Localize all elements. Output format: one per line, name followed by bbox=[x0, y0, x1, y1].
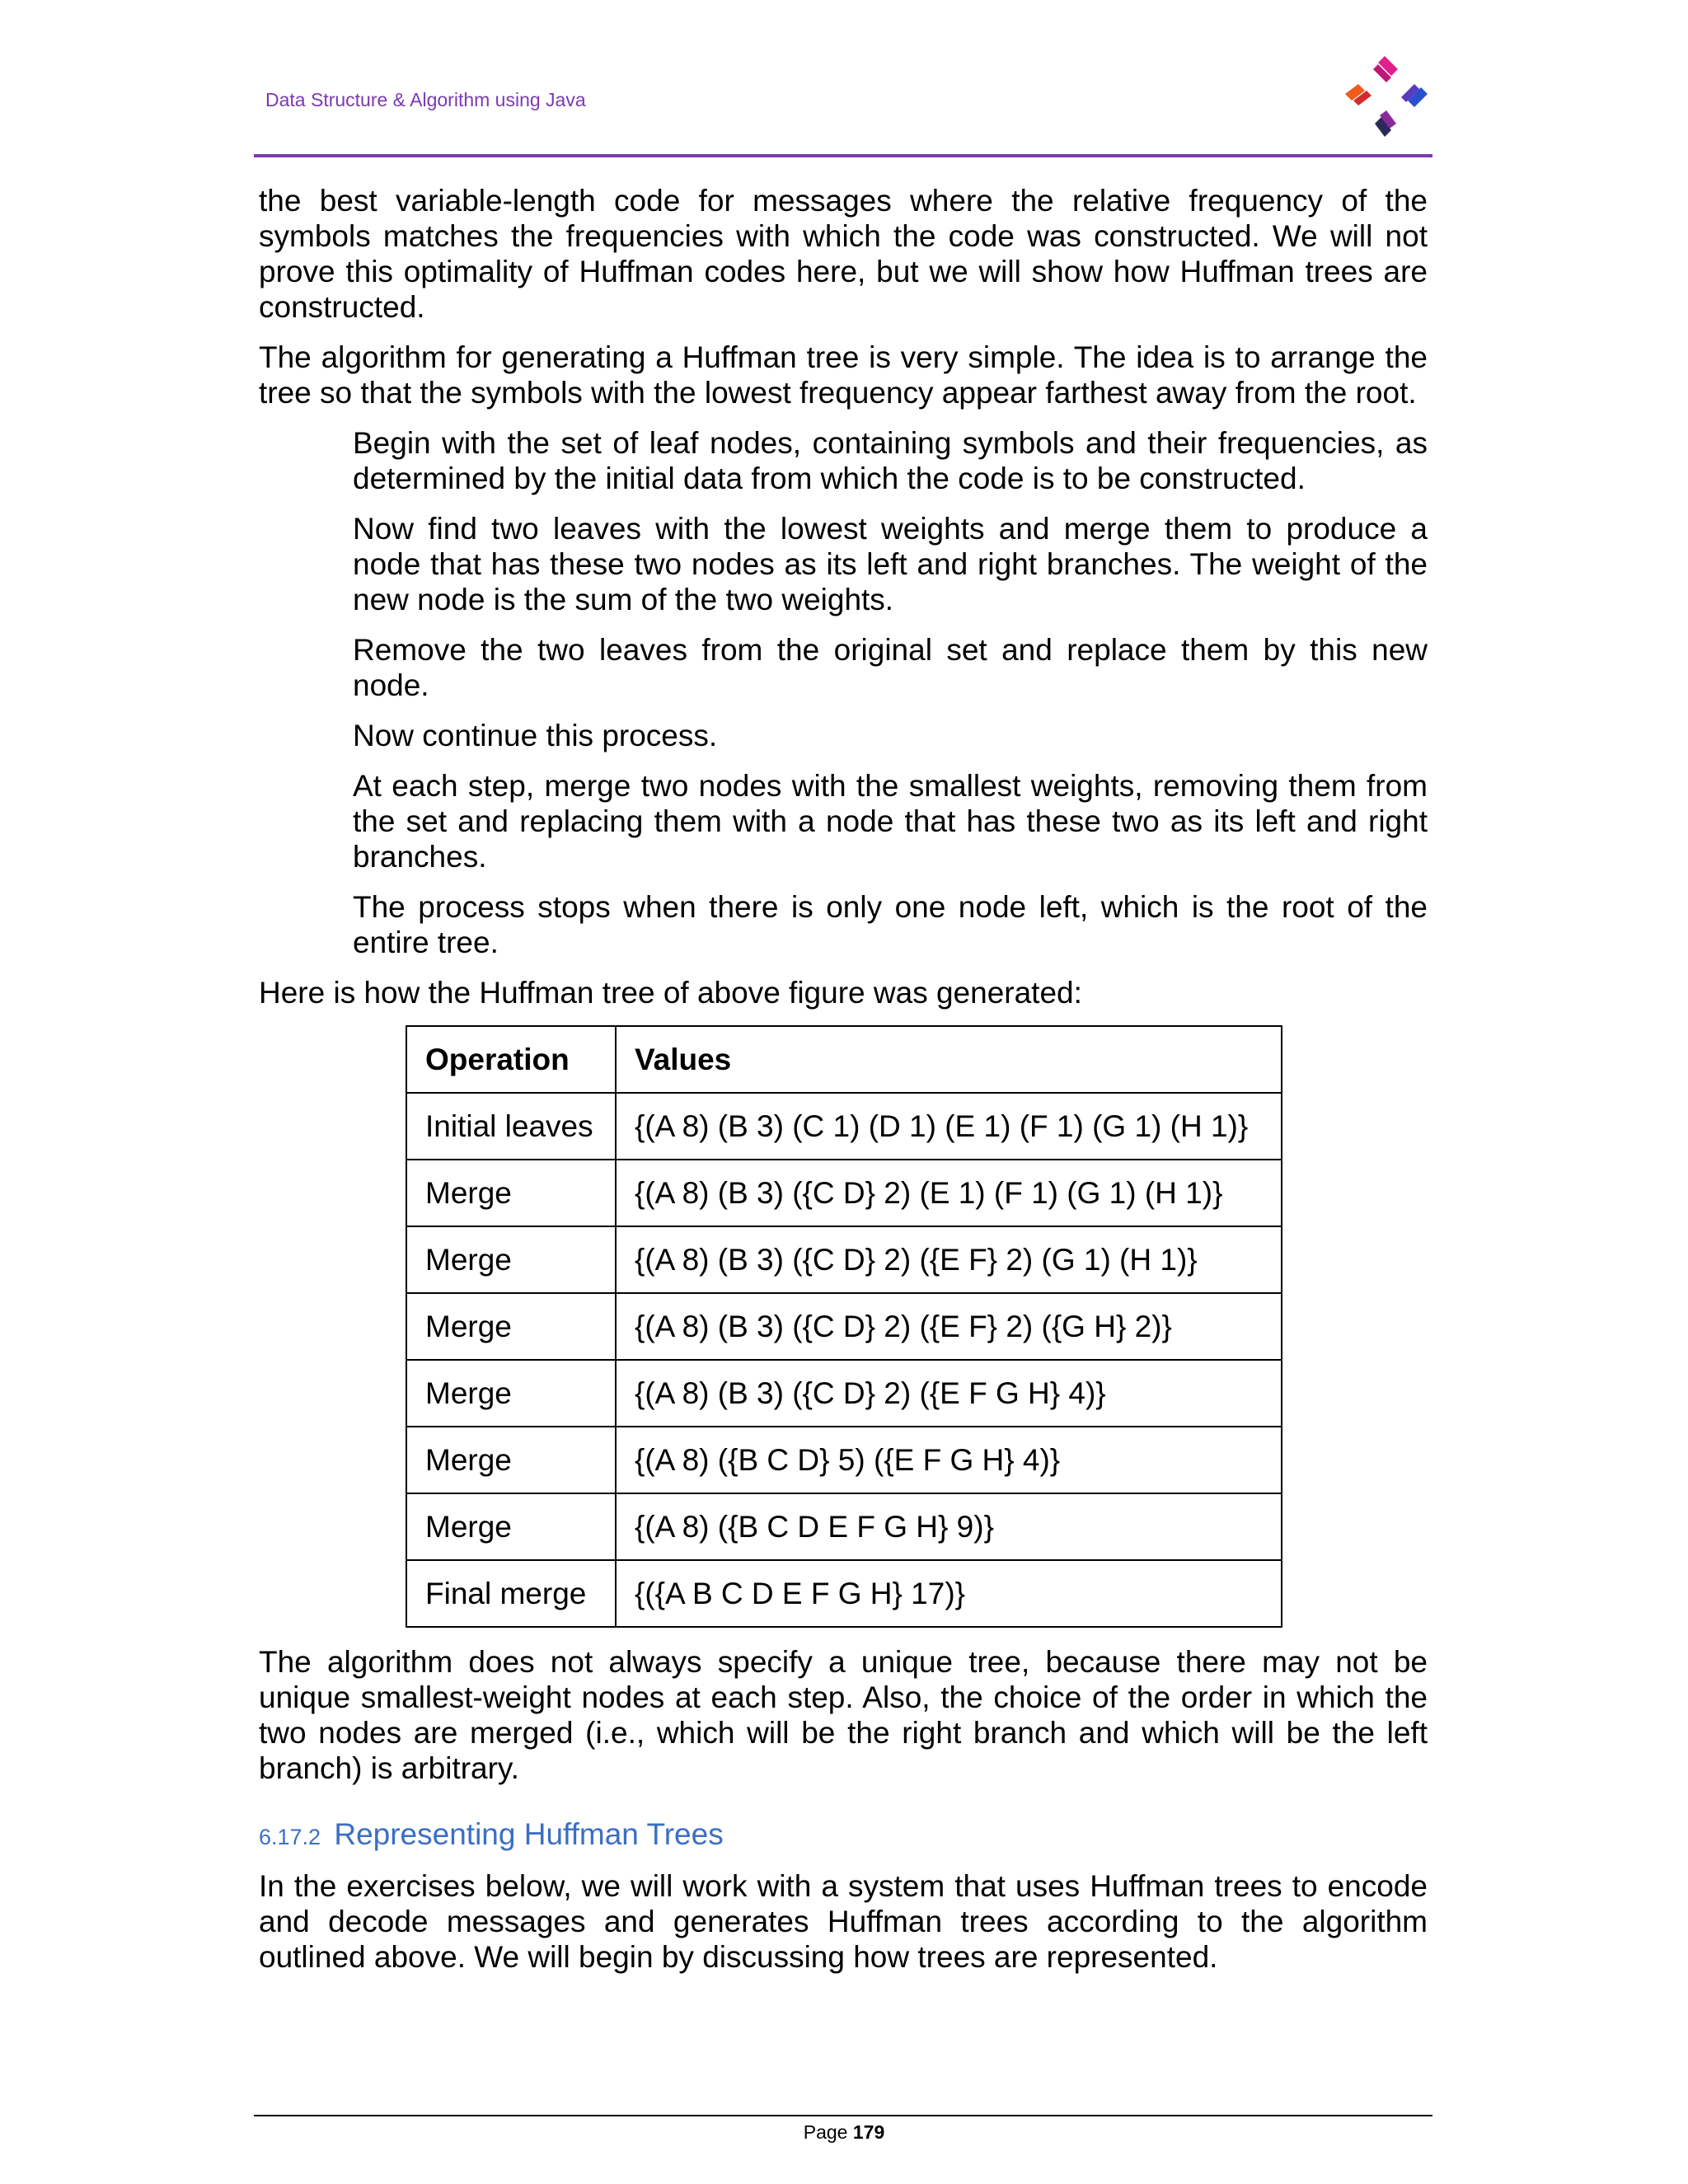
section-number: 6.17.2 bbox=[259, 1825, 321, 1849]
operation-cell: Merge bbox=[406, 1493, 616, 1560]
section-title: Representing Huffman Trees bbox=[334, 1817, 724, 1851]
values-cell: {(A 8) ({B C D E F G H} 9)} bbox=[616, 1493, 1282, 1560]
step-item: Now continue this process. bbox=[353, 719, 718, 752]
paragraph-exercises: In the exercises below, we will work with a system that uses Huffman trees to encode and decode messages and generates Huffman trees according to the algorithm outlined above. We will begin by discussing how trees are represented. bbox=[259, 1869, 1428, 1974]
paragraph-algorithm: The algorithm for generating a Huffman tree is very simple. The idea is to arrange the tree so that the symbols with the lowest frequency appear farthest away from the root. bbox=[259, 340, 1428, 410]
operation-cell: Merge bbox=[406, 1360, 616, 1427]
values-cell: {(A 8) (B 3) ({C D} 2) ({E F G H} 4)} bbox=[616, 1360, 1282, 1427]
step-item: At each step, merge two nodes with the smallest weights, removing them from the set and replacing them with a node that has these two as its left and right branches. bbox=[353, 769, 1428, 874]
page-label: Page bbox=[803, 2121, 848, 2143]
running-header-title: Data Structure & Algorithm using Java bbox=[265, 89, 586, 110]
table-row bbox=[406, 1226, 1282, 1293]
operation-cell: Merge bbox=[406, 1293, 616, 1360]
paragraph-table-intro: Here is how the Huffman tree of above figure was generated: bbox=[259, 976, 1082, 1010]
paragraph-intro: the best variable-length code for messages where the relative frequency of the symbols matches the frequencies with which the code was constructed. We will not prove this optimality of Huffman codes here, but we will show how Huffman trees are constructed. bbox=[259, 184, 1428, 324]
section-heading bbox=[259, 1817, 1428, 1852]
values-cell: {(A 8) ({B C D} 5) ({E F G H} 4)} bbox=[616, 1427, 1282, 1493]
page-number bbox=[0, 2121, 1688, 2144]
values-cell: {({A B C D E F G H} 17)} bbox=[616, 1560, 1282, 1627]
operation-cell: Merge bbox=[406, 1160, 616, 1226]
header-divider bbox=[254, 154, 1432, 157]
huffman-operations-table bbox=[406, 1025, 1282, 1628]
page-content bbox=[259, 183, 1428, 1990]
table-row bbox=[406, 1093, 1282, 1160]
column-header-values: Values bbox=[616, 1026, 1282, 1093]
operation-cell: Final merge bbox=[406, 1560, 616, 1627]
table-row bbox=[406, 1293, 1282, 1360]
step-item: The process stops when there is only one node left, which is the root of the entire tree. bbox=[353, 890, 1428, 959]
operation-cell: Initial leaves bbox=[406, 1093, 616, 1160]
page-number-value: 179 bbox=[852, 2121, 885, 2143]
values-cell: {(A 8) (B 3) ({C D} 2) ({E F} 2) ({G H} 2)} bbox=[616, 1293, 1282, 1360]
column-header-operation: Operation bbox=[406, 1026, 616, 1093]
operation-cell: Merge bbox=[406, 1226, 616, 1293]
values-cell: {(A 8) (B 3) ({C D} 2) ({E F} 2) (G 1) (H 1)} bbox=[616, 1226, 1282, 1293]
operation-cell: Merge bbox=[406, 1427, 616, 1493]
table-row bbox=[406, 1360, 1282, 1427]
table-row bbox=[406, 1160, 1282, 1226]
values-cell: {(A 8) (B 3) ({C D} 2) (E 1) (F 1) (G 1) (H 1)} bbox=[616, 1160, 1282, 1226]
step-item: Now find two leaves with the lowest weights and merge them to produce a node that has these two nodes as its left and right branches. The weight of the new node is the sum of the two weights. bbox=[353, 512, 1428, 616]
table-row bbox=[406, 1493, 1282, 1560]
table-header-row bbox=[406, 1026, 1282, 1093]
step-item: Remove the two leaves from the original set and replace them by this new node. bbox=[353, 633, 1428, 702]
publisher-logo-icon bbox=[1342, 51, 1432, 142]
table-row bbox=[406, 1427, 1282, 1493]
table-row bbox=[406, 1560, 1282, 1627]
step-item: Begin with the set of leaf nodes, containing symbols and their frequencies, as determined by the initial data from which the code is to be constructed. bbox=[353, 426, 1428, 495]
values-cell: {(A 8) (B 3) (C 1) (D 1) (E 1) (F 1) (G 1) (H 1)} bbox=[616, 1093, 1282, 1160]
footer-divider bbox=[254, 2115, 1432, 2116]
paragraph-uniqueness: The algorithm does not always specify a unique tree, because there may not be unique smallest-weight nodes at each step. Also, the choice of the order in which the two nodes are merged (i.e., which will be the right branch and which will be the left branch) is arbitrary. bbox=[259, 1645, 1428, 1785]
